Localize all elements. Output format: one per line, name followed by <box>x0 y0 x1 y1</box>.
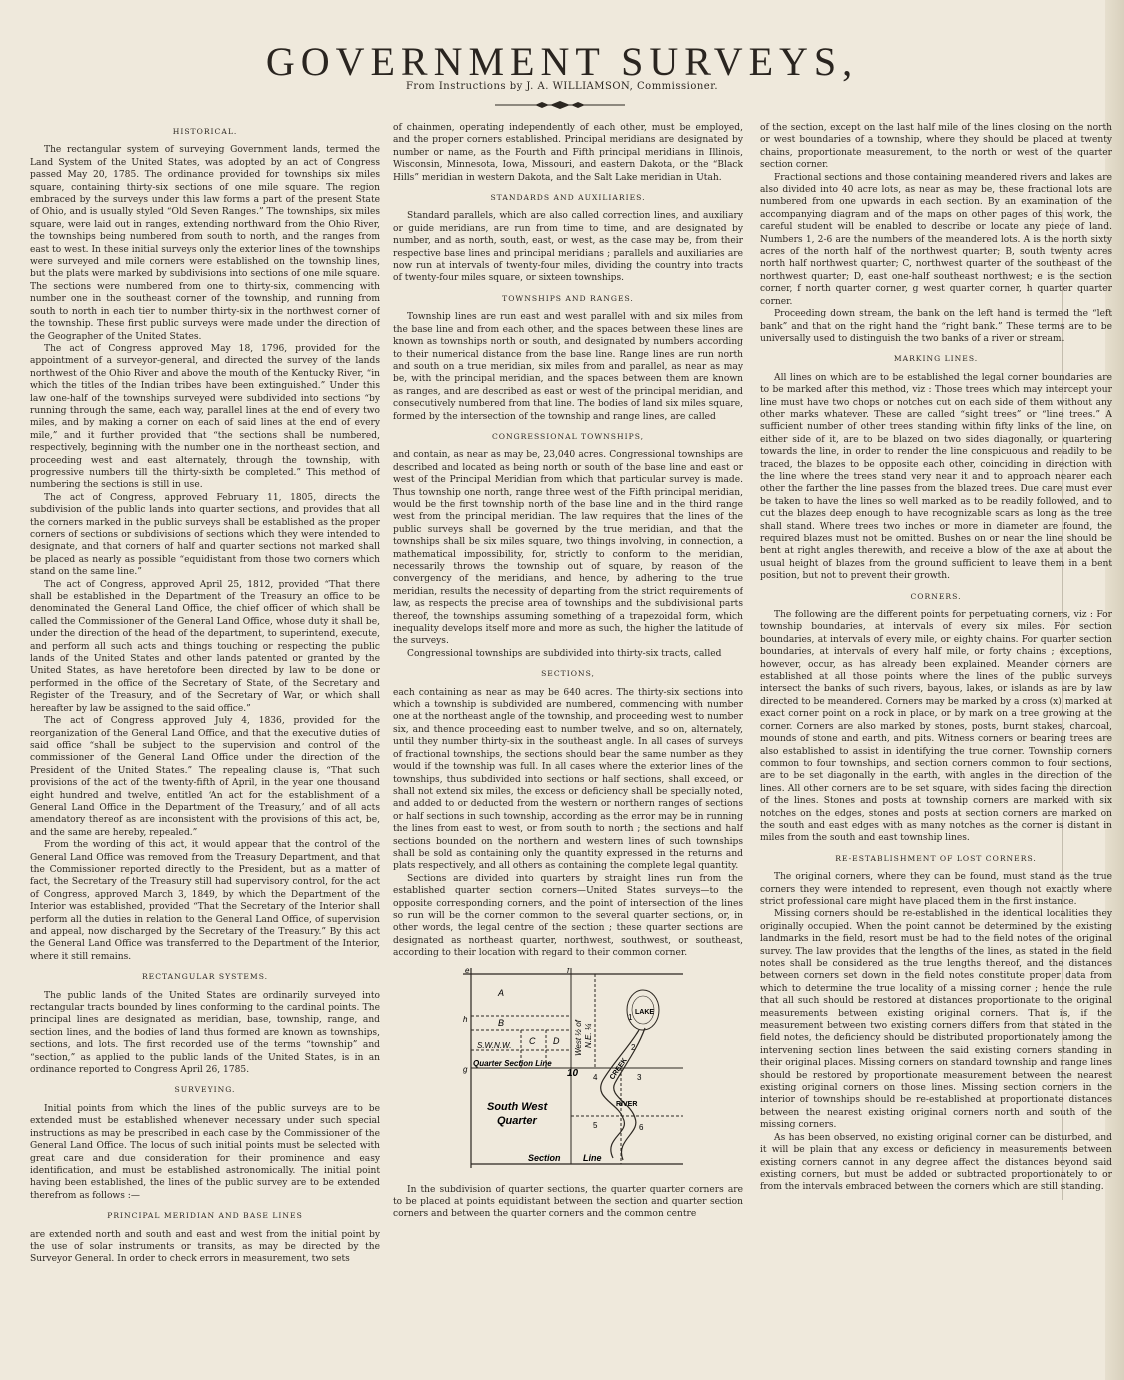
heading-historical: HISTORICAL. <box>172 127 238 136</box>
paragraph: The act of Congress approved July 4, 1836, provided for the reorganization of the General Land Office, and that the executive duties of said office “shall be subject to the supervision and control of the commissioner of the General Land Office under the direction of the President of the United States.” The repealing clause is, “That such provisions of the act of the twenty-fifth of April, in the year one thousand eight hundred and twelve, entitled ‘An act for the establishment of a General Land Office in the Department of the Treasury,’ and of all acts amendatory thereof as are inconsistent with the provisions of this act, be, and the same are hereby, repealed.” <box>30 716 380 838</box>
paragraph: The following are the different points for perpetuating corners, viz : For township boundaries, at intervals of every six miles. For section boundaries, at intervals of every mile, or eighty chains. For quarter section boundaries, at intervals of every half mile, or forty chains ; exceptions, however, occur, as has already been explained. Meander corners are established at all those points where the lines of the public surveys intersect the banks of such rivers, bayous, lakes, or islands as are by law directed to be meandered. Corners may be marked by a cross (x) marked at exact corner point on a rock in place, or by mark on a tree growing at the corner. Corners are also marked by stones, posts, burnt stakes, charcoal, mounds of stone and earth, and pits. Witness corners or bearing trees are also established to assist in identifying the true corner. Township corners common to four townships, and section corners common to four sections, are to be set diagonally in the earth, with angles in the direction of the lines. All other corners are to be set square, with sides facing the direction of the lines. Stones and posts at township corners are marked with six notches on the edges, stones and posts at section corners are marked on the south and east edges with as many notches as the corner is distant in miles from the south and east township lines. <box>760 610 1112 844</box>
label-line: Line <box>583 1152 602 1163</box>
label-swnw: S.W.N.W. <box>477 1040 512 1050</box>
paragraph: of chainmen, operating independently of each other, must be employed, and the proper corners established. Principal meridians are designated by number or name, as the Fourth and Fifth principal meridians in Illinois, Wisconsin, Minnesota, Iowa, Missouri, and eastern Dakota, or the “Black Hills” meridian in western Dakota, and the Salt Lake meridian in Utah. <box>393 123 743 183</box>
paragraph: As has been observed, no existing original corner can be disturbed, and it will be plain that any excess or deficiency in measurements between existing corners cannot in any degree affect the distances beyond said existing corners, but must be added or subtracted proportionately to or from the intervals embraced between the corners which are still standing. <box>760 1132 1112 1193</box>
paragraph: Township lines are run east and west parallel with and six miles from the base line and from each other, and the spaces between these lines are known as townships north or south, and designated by numbers according to their numerical distance from the base line. Range lines are run north and south on a true meridian, six miles from and parallel, as near as may be, with the principal meridian, and the spaces between them are known as ranges, and are described as east or west of the principal meridian, and consecutively numbered from that line. The bodies of land six miles square, formed by the intersection of the township and range lines, are called <box>393 312 743 422</box>
paragraph: of the section, except on the last half mile of the lines closing on the north or west boundaries of a township, where they should be placed at twenty chains, proportionate measurement, to the north or west of the quarter section corner. <box>760 123 1112 171</box>
heading-sections: SECTIONS, <box>541 669 595 679</box>
column-2 <box>393 122 743 1372</box>
paragraph: each containing as near as may be 640 acres. The thirty-six sections into which a township is subdivided are numbered, commencing with number one at the northeast angle of the township, and proceeding west to number six, and thence proceeding east to number twelve, and so on, alternately, until they number thirty-six in the southeast angle. In all cases of surveys of fractional townships, the sections should bear the same number as they would if the township was full. In all cases where the exterior lines of the townships, thus subdivided into sections or half sections, shall exceed, or shall not extend six miles, the excess or deficiency shall be specially noted, and added to or deducted from the western or northern ranges of sections or half sections in such township, according as the error may be in running the lines from east to west, or from south to north ; the sections and half sections bounded on the northern and western lines of such townships shall be sold as containing only the quantity expressed in the returns and plats respectively, and all others as containing the complete legal quantity. <box>393 687 743 872</box>
lot-1: 1 <box>628 1012 633 1022</box>
paragraph: All lines on which are to be established the legal corner boundaries are to be marked after this method, viz : Those trees which may intercept your line must have two chops or notches cut on each side of them without any other marks whatever. These are called “sight trees” or “line trees.” A sufficient number of other trees standing within fifty links of the line, on either side of it, are to be blazed on two sides diagonally, or quartering towards the line, in order to render the line conspicuous and readily to be traced, the blazes to be opposite each other, coinciding in direction with the line where the trees stand very near it and to approach nearer each other the farther the line passes from the blazed trees. Due care must ever be taken to have the lines so well marked as to be readily followed, and to cut the blazes deep enough to have recognizable scars as long as the tree shall stand. Where trees two inches or more in diameter are found, the required blazes must not be omitted. Bushes on or near the line should be bent at right angles therewith, and receive a blow of the axe at about the usual height of blazes from the ground sufficient to leave them in a bent position, but not to prevent their growth. <box>760 372 1112 582</box>
lot-4: 4 <box>593 1072 598 1082</box>
paragraph: Congressional townships are subdivided into thirty-six tracts, called <box>407 648 722 659</box>
paragraph: are extended north and south and east and west from the initial point by the use of solar instruments or transits, as may be directed by the Surveyor General. In order to check errors in measurement, two sets <box>30 1229 380 1265</box>
heading-principal-meridian: PRINCIPAL MERIDIAN AND BASE LINES <box>107 1211 303 1221</box>
paragraph: The act of Congress approved May 18, 1796, provided for the appointment of a surveyor-general, and directed the survey of the lands northwest of the Ohio River and above the mouth of the Kentucky River, “in which the titles of the Indian tribes have been extinguished.” Under this law one-half of the townships surveyed were subdivided into sections “by running through the same, each way, parallel lines at the end of every two miles, and by making a corner on each of said lines at the end of every mile,” and it further provided that “the sections shall be numbered, respectively, beginning with the number one in the northeast section, and proceeding west and east alternately, through the township, with progressive numbers till the thirty-sixth be completed.” This method of numbering the sections is still in use. <box>30 343 380 491</box>
lot-5: 5 <box>593 1120 598 1130</box>
paragraph: The act of Congress, approved April 25, 1812, provided “That there shall be established in the Department of the Treasury an office to be denominated the General Land Office, the chief officer of which shall be called the Commissioner of the General Land Office, whose duty it shall be, under the direction of the head of the department, to superintend, execute, and perform all such acts and things touching or respecting the public lands of the United States and other lands patented or granted by the United States, as have heretofore been directed by law to be done or performed in the office of the Secretary of State, of the Secretary and Register of the Treasury, and of the Secretary of War, or which shall hereafter by law be assigned to the said office.” <box>30 579 380 714</box>
label-south-west: South West <box>487 1100 548 1113</box>
paragraph: Initial points from which the lines of the public surveys are to be extended must be established whenever necessary under such special instructions as may be prescribed in each case by the Commissioner of the General Land Office. The locus of such initial points must be selected with great care and due consideration for their prominence and easy identification, and must be established astronomically. The initial point having been established, the lines of the public survey are to be extended therefrom as follows :— <box>30 1103 380 1201</box>
label-C: C <box>529 1035 536 1046</box>
label-D: D <box>553 1035 560 1046</box>
paragraph: Fractional sections and those containing meandered rivers and lakes are also divided into 40 acre lots, as near as may be, these fractional lots are numbered from one upwards in each section. By an examination of the accompanying diagram and of the maps on other pages of this work, the careful student will be enabled to describe or locate any piece of land. Numbers 1, 2-6 are the numbers of the meandered lots. A is the north sixty acres of the north half of the northwest quarter; B, south twenty acres north half northwest quarter; C, northwest quarter of the southeast of the northwest quarter; D, east one-half southeast northwest; e is the section corner, f north quarter corner, g west quarter corner, h quarter quarter corner. <box>760 172 1112 307</box>
paragraph: The act of Congress, approved February 11, 1805, directs the subdivision of the public lands into quarter sections, and provides that all the corners marked in the public surveys shall be established as the proper corners of sections or subdivisions of sections which they were intended to designate, and that corners of half and quarter sections not marked shall be placed as nearly as possible “equidistant from those two corners which stand on the same line.” <box>30 492 380 578</box>
label-lake: LAKE <box>635 1008 655 1016</box>
label-h: h <box>463 1014 468 1024</box>
label-g: g <box>463 1064 468 1074</box>
paragraph: From the wording of this act, it would appear that the control of the General Land Office was removed from the Treasury Department, and that the Commissioner reported directly to the President, but as a matter of fact, the Secretary of the Treasury still had supervisory control, for the act of Congress, approved March 3, 1849, by which the Department of the Interior was established, provided “That the Secretary of the Interior shall perform all the duties in relation to the General Land Office, of supervision and appeal, now discharged by the Secretary of the Treasury.” By this act the General Land Office was transferred to the Department of the Interior, where it still remains. <box>30 840 380 962</box>
label-ne-quarter: N.E. ¼ <box>584 1023 593 1048</box>
heading-reestablishment: RE-ESTABLISHMENT OF LOST CORNERS. <box>835 853 1037 863</box>
lot-6: 6 <box>639 1122 644 1132</box>
label-B: B <box>498 1017 505 1028</box>
label-f: f <box>567 967 570 975</box>
label-creek: CREEK <box>608 1056 629 1081</box>
section-subdivision-diagram <box>453 968 683 1178</box>
heading-standards: STANDARDS AND AUXILIARIES. <box>490 193 646 203</box>
lot-2: 2 <box>631 1042 636 1052</box>
label-river: RIVER <box>616 1100 638 1108</box>
lot-3: 3 <box>637 1072 642 1082</box>
page-subtitle: From Instructions by J. A. WILLIAMSON, Commissioner. <box>405 81 719 92</box>
paragraph: The original corners, where they can be found, must stand as the true corners they were intended to represent, even though not exactly where strict professional care might have placed them in the first instance. <box>760 872 1112 907</box>
paragraph: Missing corners should be re-established in the identical localities they originally occupied. When the point cannot be determined by the existing landmarks in the field, resort must be had to the field notes of the original survey. The law provides that the lengths of the lines, as stated in the field notes shall be considered as the true lengths thereof, and the distances between corners set down in the field notes constitute proper data from which to determine the true locality of a missing corner ; hence the rule that all such should be restored at distances proportionate to the original measurements between existing original corners. That is, if the measurement between two existing corners differs from that stated in the field notes, the deficiency should be distributed proportionately among the intervening section lines between the said existing corners standing in their original places. Missing corners on standard township and range lines should be restored by proportionate measurement between the nearest existing original corners on those lines. Missing section corners in the interior of townships should be re-established at proportionate distances between the nearest existing original corners north and south of the missing corners. <box>760 909 1112 1131</box>
page-title: GOVERNMENT SURVEYS, <box>265 39 859 84</box>
label-section: Section <box>528 1152 561 1163</box>
paragraph: The rectangular system of surveying Government lands, termed the Land System of the United States, was adopted by an act of Congress passed May 20, 1785. The ordinance provided for townships six miles square, containing thirty-six sections of one mile square. The region embraced by the surveys under this law forms a part of the present State of Ohio, and is usually styled “Old Seven Ranges.” The townships, six miles square, were laid out in ranges, extending northward from the Ohio River, the townships being numbered from south to north, and the ranges from east to west. In these initial surveys only the exterior lines of the townships were surveyed and mile corners were established on the township lines, but the plats were marked by subdivisions into sections of one mile square. The sections were numbered from one to thirty-six, commencing with number one in the southeast corner of the township, and running from south to north in each tier to number thirty-six in the northwest corner of the township. These first public surveys were made under the direction of the Geographer of the United States. <box>30 145 380 342</box>
heading-congressional-townships: CONGRESSIONAL TOWNSHIPS, <box>491 431 645 441</box>
paragraph: Sections are divided into quarters by straight lines run from the established quarter section corners—United States surveys—to the opposite corresponding corners, and the point of intersection of the lines so run will be the corner common to the several quarter sections, or, in other words, the legal centre of the section ; these quarter sections are designated as northeast quarter, northwest, southwest, or southeast, according to their location with regard to their common corner. <box>393 873 743 959</box>
divider-ornament <box>495 100 625 110</box>
paragraph: Proceeding down stream, the bank on the left hand is termed the “left bank” and that on the right hand the “right bank.” These terms are to be universally used to distinguish the two banks of a river or stream. <box>760 309 1112 344</box>
heading-rectangular-systems: RECTANGULAR SYSTEMS. <box>141 972 269 982</box>
paragraph: Standard parallels, which are also called correction lines, and auxiliary or guide meridians, are run from time to time, and are designated by number, and as north, south, east, or west, as the case may be, from their respective base lines and principal meridians ; parallels and auxiliaries are now run at intervals of twenty-four miles, dividing the country into tracts of twenty-four miles square, or sixteen townships. <box>393 211 743 284</box>
heading-surveying: SURVEYING. <box>174 1085 236 1095</box>
column-1 <box>30 122 380 1372</box>
label-quarter: Quarter <box>497 1114 537 1127</box>
label-west-half: West ½ of <box>574 1019 583 1056</box>
paragraph: The public lands of the United States are ordinarily surveyed into rectangular tracts bounded by lines conforming to the cardinal points. The principal lines are designated as meridian, base, township, range, and section lines, and the bodies of land thus formed are known as townships, sections, and lots. The first recorded use of the terms “township” and “section,” as applied to the public lands of the United States, is in an ordinance reported to Congress April 26, 1785. <box>30 990 380 1076</box>
heading-marking-lines: MARKING LINES. <box>893 354 979 364</box>
heading-townships-ranges: TOWNSHIPS AND RANGES. <box>502 293 634 303</box>
column-3 <box>760 122 1112 1372</box>
label-A: A <box>498 987 505 998</box>
paragraph: In the subdivision of quarter sections, the quarter quarter corners are to be placed at points equidistant between the section and quarter section corners and between the quarter corners and the common centre <box>393 1184 743 1220</box>
paragraph: and contain, as near as may be, 23,040 acres. Congressional townships are described and located as being north or south of the base line and east or west of the Principal Meridian from which that particular survey is made. Thus township one north, range three west of the Fifth principal meridian, would be the first township north of the base line and in the third range west from the principal meridian. The law requires that the lines of the public surveys shall be governed by the true meridian, and that the townships shall be six miles square, two things involving, in connection, a mathematical impossibility, for, strictly to conform to the meridian, necessarily throws the township out of square, by reason of the convergency of the meridians, and hence, by adhering to the true meridian, results the necessity of departing from the strict requirements of law, as respects the precise area of townships and the subdivisional parts thereof, the townships assuming something of a trapezoidal form, which inequality develops itself more and more as such, the higher the latitude of the surveys. <box>393 450 743 647</box>
label-e: e <box>465 967 470 975</box>
label-10: 10 <box>567 1067 579 1079</box>
label-quarter-section-line: Quarter Section Line <box>473 1058 552 1068</box>
heading-corners: CORNERS. <box>910 591 962 601</box>
